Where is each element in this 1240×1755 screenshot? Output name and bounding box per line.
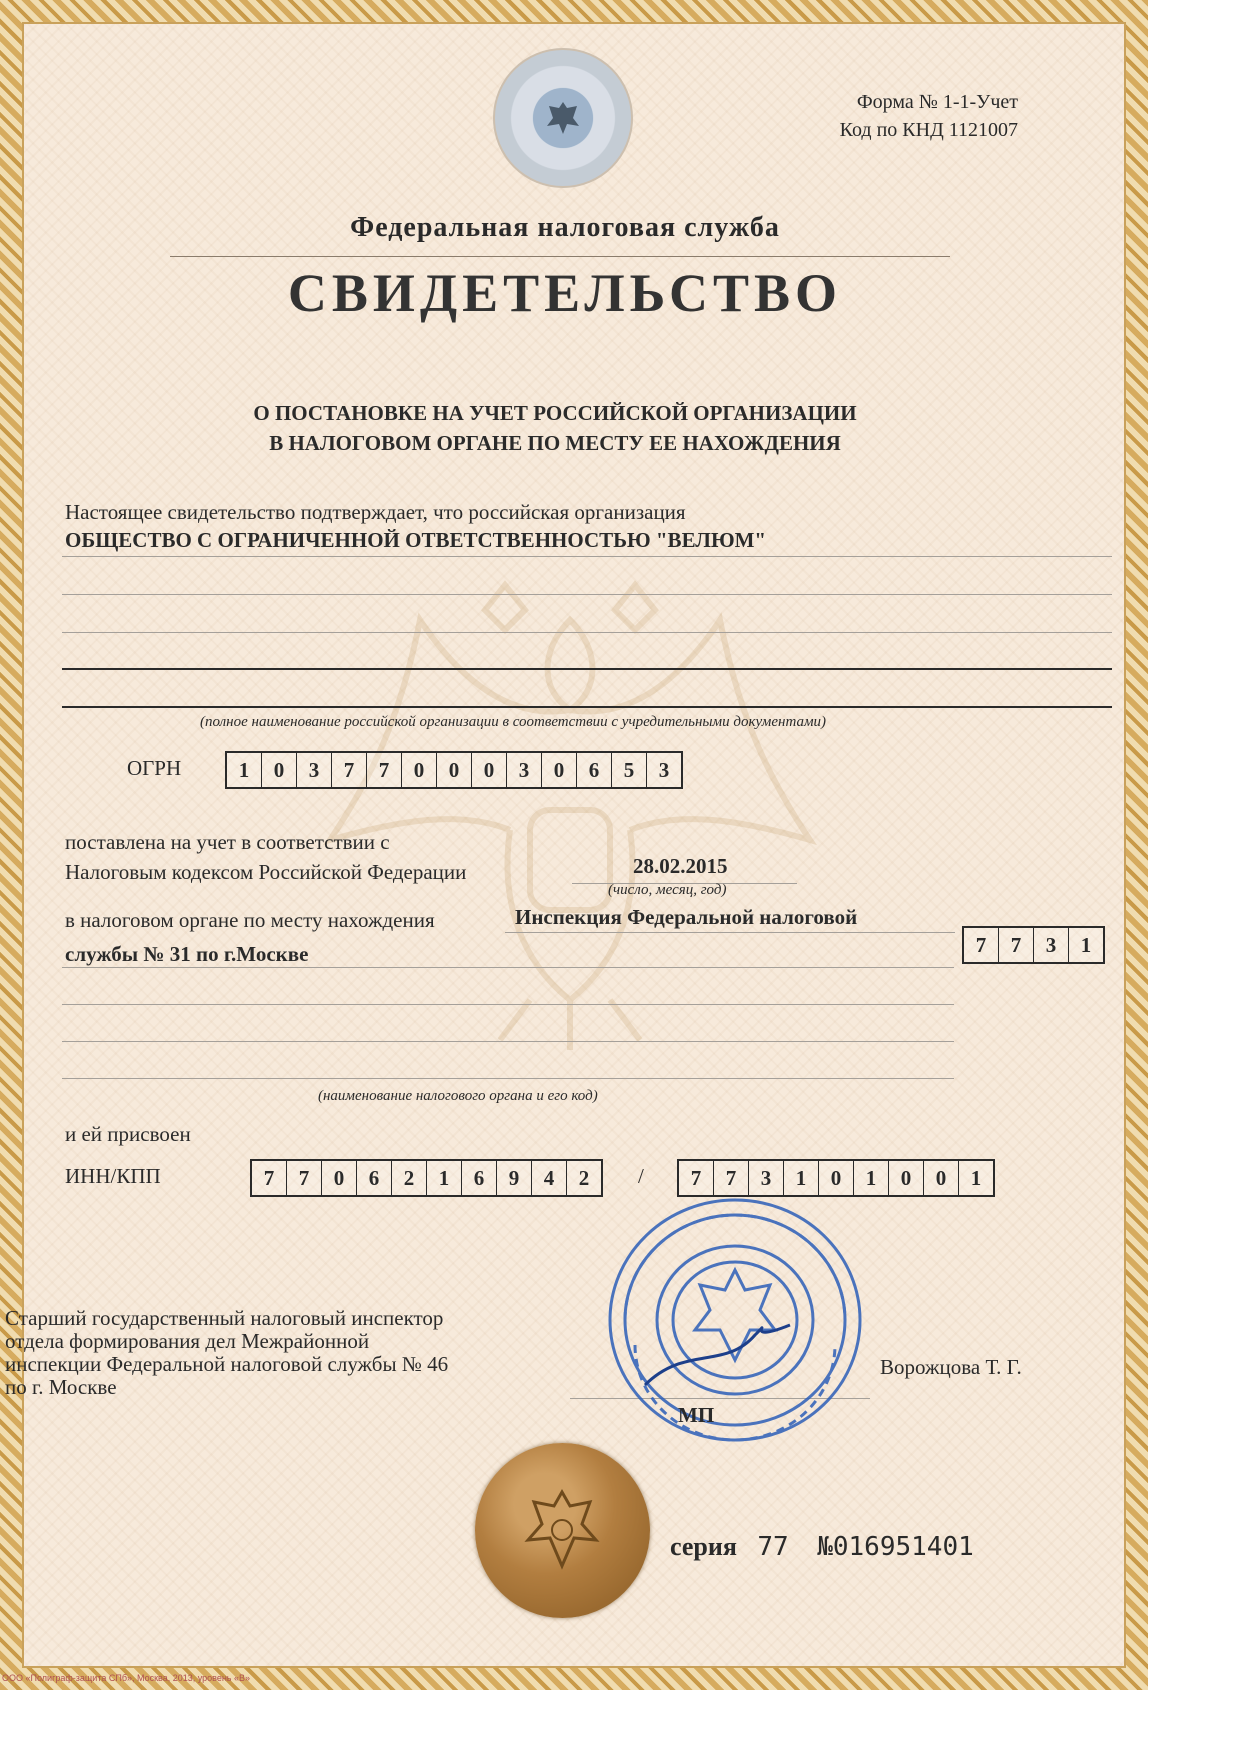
registration-date: 28.02.2015 (633, 854, 728, 878)
ogrn-digits (225, 751, 683, 789)
authority-code-digits (962, 926, 1105, 964)
form-identifier (840, 88, 1018, 144)
inn-digit-cell: 7 (252, 1161, 287, 1195)
kpp-digit-cell: 3 (749, 1161, 784, 1195)
assignment-label: и ей присвоен (65, 1122, 191, 1146)
inn-kpp-label: ИНН/КПП (65, 1164, 161, 1188)
kpp-digit-cell: 1 (854, 1161, 889, 1195)
ogrn-digit-cell: 5 (612, 753, 647, 787)
name-underline-1 (62, 556, 1112, 557)
ogrn-digit-cell: 0 (472, 753, 507, 787)
inn-digit-cell: 9 (497, 1161, 532, 1195)
inn-kpp-separator: / (638, 1164, 644, 1188)
document-subtitle (0, 398, 1110, 458)
authority-code-digit-cell: 3 (1034, 928, 1069, 962)
inn-digit-cell: 4 (532, 1161, 567, 1195)
organization-name: ОБЩЕСТВО С ОГРАНИЧЕННОЙ ОТВЕТСТВЕННОСТЬЮ "ВЕЛЮМ" (65, 528, 767, 552)
knd-code: Код по КНД 1121007 (839, 119, 1018, 141)
position-line-1: Старший государственный налоговый инспектор (5, 1306, 444, 1330)
title-divider (170, 256, 950, 257)
date-hint: (число, месяц, год) (608, 882, 727, 898)
ogrn-digit-cell: 3 (297, 753, 332, 787)
position-line-3: инспекции Федеральной налоговой службы № 46 (5, 1352, 449, 1376)
kpp-digit-cell: 1 (784, 1161, 819, 1195)
ogrn-digit-cell: 3 (507, 753, 542, 787)
ogrn-digit-cell: 0 (262, 753, 297, 787)
ogrn-digit-cell: 6 (577, 753, 612, 787)
name-underline-4 (62, 668, 1112, 670)
authority-underline-2 (62, 967, 954, 968)
service-name: Федеральная налоговая служба (350, 212, 780, 243)
ogrn-digit-cell: 0 (437, 753, 472, 787)
printer-imprint: ООО «Полиграф-защита СПб», Москва, 2013, уровень «В» (2, 1673, 250, 1683)
ogrn-digit-cell: 7 (332, 753, 367, 787)
kpp-digit-cell: 7 (714, 1161, 749, 1195)
kpp-digit-cell: 0 (924, 1161, 959, 1195)
form-number: Форма № 1-1-Учет (856, 91, 1018, 113)
official-stamp-icon (605, 1195, 865, 1445)
ogrn-label: ОГРН (127, 756, 182, 780)
serial-number (670, 1532, 974, 1562)
authority-name-part-2: службы № 31 по г.Москве (65, 942, 309, 966)
eagle-watermark-icon (310, 560, 830, 1060)
kpp-digit-cell: 7 (679, 1161, 714, 1195)
inn-digit-cell: 2 (392, 1161, 427, 1195)
registration-line-1: поставлена на учет в соответствии с (65, 830, 390, 854)
organization-intro: Настоящее свидетельство подтверждает, что российская организация (65, 500, 686, 524)
signatory-position (5, 1307, 448, 1399)
ogrn-digit-cell: 0 (542, 753, 577, 787)
inn-digit-cell: 6 (357, 1161, 392, 1195)
position-line-4: по г. Москве (5, 1375, 117, 1399)
kpp-digit-cell: 1 (970, 1166, 982, 1190)
ogrn-digit-cell: 1 (227, 753, 262, 787)
inn-digits (250, 1159, 603, 1197)
hologram-emblem (493, 48, 633, 188)
signatory-name: Ворожцова Т. Г. (880, 1355, 1022, 1379)
authority-hint: (наименование налогового органа и его код) (318, 1088, 598, 1104)
name-underline-2 (62, 594, 1112, 595)
kpp-digit-cell: 0 (889, 1161, 924, 1195)
certificate-number: №016951401 (817, 1532, 974, 1562)
subtitle-line-2: В НАЛОГОВОМ ОРГАНЕ ПО МЕСТУ ЕЕ НАХОЖДЕНИЯ (269, 431, 841, 455)
organization-name-hint: (полное наименование российской организации в соответствии с учредительными документами) (200, 714, 827, 730)
position-line-2: отдела формирования дел Межрайонной (5, 1329, 370, 1353)
ogrn-digit-cell: 0 (402, 753, 437, 787)
authority-underline-1 (505, 932, 955, 933)
authority-name-part-1: Инспекция Федеральной налоговой (515, 905, 858, 929)
kpp-digit-cell: 0 (819, 1161, 854, 1195)
ogrn-digit-cell: 3 (658, 758, 670, 782)
registration-line-2: Налоговым кодексом Российской Федерации (65, 860, 467, 884)
authority-code-digit-cell: 1 (1080, 933, 1092, 957)
authority-underline-5 (62, 1078, 954, 1079)
name-underline-5 (62, 706, 1112, 708)
subtitle-line-1: О ПОСТАНОВКЕ НА УЧЕТ РОССИЙСКОЙ ОРГАНИЗАЦИИ (253, 401, 857, 425)
eagle-emblem-icon (512, 1480, 612, 1580)
authority-underline-3 (62, 1004, 954, 1005)
inn-digit-cell: 2 (578, 1166, 590, 1190)
authority-underline-4 (62, 1041, 954, 1042)
inn-digit-cell: 6 (462, 1161, 497, 1195)
document-title: СВИДЕТЕЛЬСТВО (287, 263, 843, 323)
inn-digit-cell: 1 (427, 1161, 462, 1195)
ogrn-digit-cell: 7 (367, 753, 402, 787)
kpp-digits (677, 1159, 995, 1197)
eagle-icon (543, 98, 583, 138)
place-label: в налоговом органе по месту нахождения (65, 908, 435, 932)
series-label: серия (670, 1532, 737, 1561)
authority-code-digit-cell: 7 (964, 928, 999, 962)
name-underline-3 (62, 632, 1112, 633)
authority-code-digit-cell: 7 (999, 928, 1034, 962)
series-value: 77 (757, 1532, 789, 1562)
stamp-mark: МП (678, 1403, 715, 1427)
inn-digit-cell: 0 (322, 1161, 357, 1195)
inn-digit-cell: 7 (287, 1161, 322, 1195)
gold-seal (475, 1443, 650, 1618)
